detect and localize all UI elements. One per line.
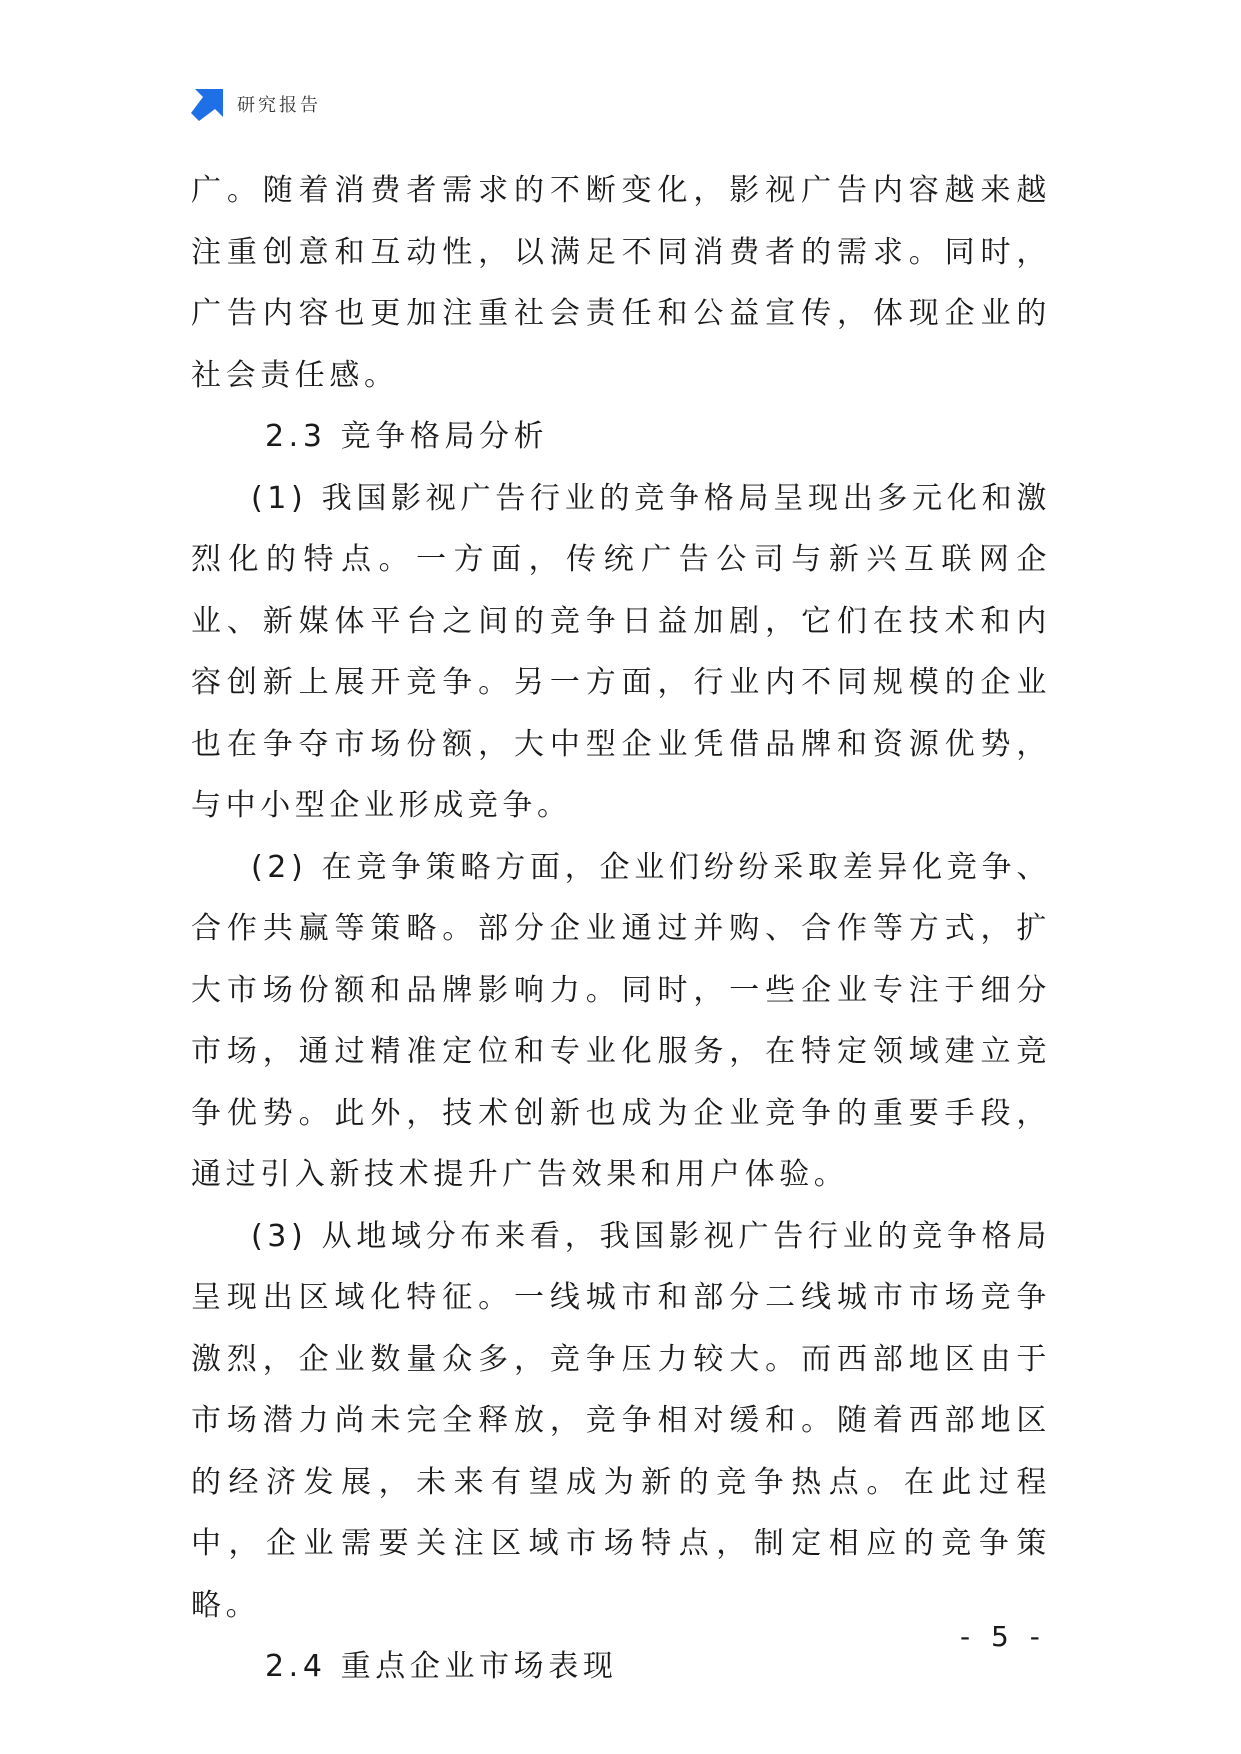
report-header (191, 86, 321, 122)
paragraph-3: (3) 从地域分布来看，我国影视广告行业的竞争格局呈现出区域化特征。一线城市和部分二线城市市场竞争激烈，企业数量众多，竞争压力较大。而西部地区由于市场潜力尚未完全释放，竞争相对缓和。随着西部地区的经济发展，未来有望成为新的竞争热点。在此过程中，企业需要关注区域市场特点，制定相应的竞争策略。 (191, 1218, 1051, 1623)
section-heading-2-3: 2.3 竞争格局分析 (265, 419, 549, 454)
document-body (191, 160, 1051, 1698)
section-heading-2-4: 2.4 重点企业市场表现 (265, 1649, 618, 1684)
paragraph-2: (2) 在竞争策略方面，企业们纷纷采取差异化竞争、合作共赢等策略。部分企业通过并购、合作等方式，扩大市场份额和品牌影响力。同时，一些企业专注于细分市场，通过精准定位和专业化服务，在特定领域建立竞争优势。此外，技术创新也成为企业竞争的重要手段，通过引入新技术提升广告效果和用户体验。 (191, 849, 1051, 1192)
arrow-up-right-icon (191, 87, 225, 121)
page-number: - 5 - (960, 1620, 1046, 1653)
header-title: 研究报告 (237, 95, 321, 116)
paragraph-intro: 广。随着消费者需求的不断变化，影视广告内容越来越注重创意和互动性，以满足不同消费者的需求。同时，广告内容也更加注重社会责任和公益宣传，体现企业的社会责任感。 (191, 173, 1051, 393)
paragraph-1: (1) 我国影视广告行业的竞争格局呈现出多元化和激烈化的特点。一方面，传统广告公司与新兴互联网企业、新媒体平台之间的竞争日益加剧，它们在技术和内容创新上展开竞争。另一方面，行业内不同规模的企业也在争夺市场份额，大中型企业凭借品牌和资源优势，与中小型企业形成竞争。 (191, 480, 1051, 823)
